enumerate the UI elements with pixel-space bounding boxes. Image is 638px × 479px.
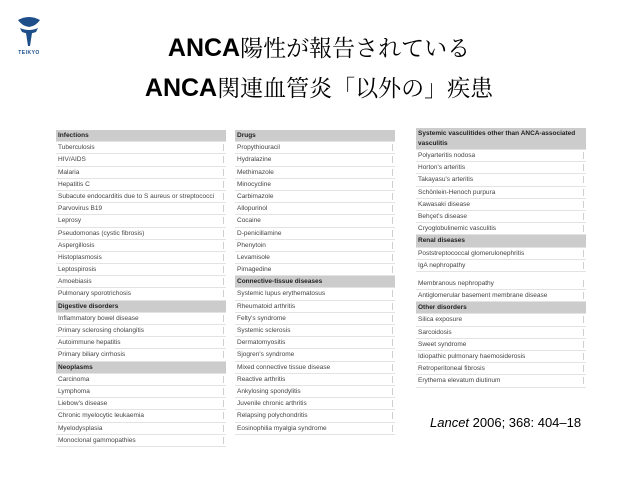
disease-column-2: [235, 130, 395, 435]
row-divider-mark: [583, 292, 584, 299]
table-row: [235, 349, 395, 361]
row-divider-mark: [223, 425, 224, 432]
disease-name: Monoclonal gammopathies: [58, 436, 136, 444]
disease-name: Primary biliary cirrhosis: [58, 351, 126, 359]
table-row: [56, 398, 226, 410]
section-header-label: Drugs: [237, 132, 256, 139]
table-row: [235, 240, 395, 252]
disease-name: Carbimazole: [237, 192, 274, 200]
table-row: [56, 313, 226, 325]
row-divider-mark: [392, 376, 393, 383]
table-section-header: [416, 128, 586, 150]
disease-name: Pimagedine: [237, 266, 272, 274]
table-row: [56, 325, 226, 337]
disease-name: Amoebiasis: [58, 278, 92, 286]
table-row: [235, 386, 395, 398]
logo-text: TEIKYO: [18, 50, 40, 56]
table-row: [56, 435, 226, 447]
table-row: [416, 199, 586, 211]
disease-name: Aspergillosis: [58, 241, 95, 249]
row-divider-mark: [392, 242, 393, 249]
row-divider-mark: [583, 250, 584, 257]
disease-name: Tuberculosis: [58, 144, 95, 152]
table-row: [56, 288, 226, 300]
row-divider-mark: [392, 364, 393, 371]
disease-name: Pulmonary sporotrichosis: [58, 290, 131, 298]
table-row: [56, 337, 226, 349]
disease-name: Leprosy: [58, 217, 82, 225]
row-divider-mark: [392, 339, 393, 346]
row-divider-mark: [583, 176, 584, 183]
disease-name: Minocycline: [237, 180, 271, 188]
section-header-label: Renal diseases: [418, 237, 465, 245]
table-row: [235, 362, 395, 374]
disease-name: Ankylosing spondylitis: [237, 387, 301, 395]
table-row: [235, 264, 395, 276]
row-divider-mark: [223, 388, 224, 395]
disease-name: Primary sclerosing cholangitis: [58, 327, 144, 334]
row-divider-mark: [583, 189, 584, 196]
disease-name: Hepatitis C: [58, 180, 90, 188]
row-divider-mark: [392, 181, 393, 188]
row-divider-mark: [223, 217, 224, 224]
table-row: [56, 264, 226, 276]
row-divider-mark: [223, 169, 224, 176]
table-row: [416, 375, 586, 387]
row-divider-mark: [583, 377, 584, 384]
disease-name: Retroperitoneal fibrosis: [418, 365, 485, 373]
table-row: [56, 240, 226, 252]
table-row: [56, 423, 226, 435]
row-divider-mark: [583, 329, 584, 336]
disease-name: Methimazole: [237, 168, 274, 176]
disease-name: Liebow's disease: [58, 400, 108, 408]
row-divider-mark: [583, 316, 584, 323]
disease-name: Propythiouracil: [237, 144, 280, 152]
table-row: [416, 363, 586, 375]
title-line1-strong: ANCA: [167, 34, 241, 62]
disease-name: Sjogren's syndrome: [237, 351, 295, 359]
row-divider-mark: [223, 266, 224, 273]
row-divider-mark: [223, 205, 224, 212]
disease-name: Schönlein-Henoch purpura: [418, 188, 496, 196]
row-divider-mark: [392, 254, 393, 261]
table-section-header: [416, 235, 586, 247]
table-row: [235, 398, 395, 410]
disease-name: Hydralazine: [237, 156, 272, 164]
row-divider-mark: [223, 156, 224, 163]
table-row: [235, 325, 395, 337]
table-row: [56, 167, 226, 179]
table-row: [416, 211, 586, 223]
section-header-label: Digestive disorders: [58, 302, 119, 310]
slide-title-line1: [0, 30, 638, 63]
row-divider-mark: [392, 315, 393, 322]
row-divider-mark: [223, 290, 224, 297]
row-divider-mark: [583, 353, 584, 360]
disease-name: Horton's arteritis: [418, 164, 466, 172]
table-row: [235, 301, 395, 313]
disease-name: Chronic myelocytic leukaemia: [58, 412, 144, 420]
row-divider-mark: [223, 181, 224, 188]
disease-name: Eosinophilia myalgia syndrome: [237, 424, 327, 432]
disease-name: Sarcoidosis: [418, 328, 452, 336]
row-divider-mark: [223, 376, 224, 383]
row-divider-mark: [392, 388, 393, 395]
disease-name: Behçet's disease: [418, 212, 467, 220]
title-line1-rest: 陽性が報告されている: [240, 36, 471, 62]
table-row: [416, 314, 586, 326]
disease-name: Allopurinol: [237, 205, 268, 213]
table-row: [235, 337, 395, 349]
row-divider-mark: [583, 280, 584, 287]
disease-name: Malaria: [58, 168, 80, 176]
disease-name: Antiglomerular basement membrane disease: [418, 292, 548, 300]
disease-name: Felty's syndrome: [237, 314, 286, 322]
row-divider-mark: [392, 425, 393, 432]
disease-name: Kawasaki disease: [418, 200, 471, 208]
table-row: [235, 228, 395, 240]
row-divider-mark: [392, 169, 393, 176]
disease-name: Autoimmune hepatitis: [58, 339, 121, 347]
disease-name: D-penicillamine: [237, 229, 282, 237]
table-row: [416, 351, 586, 363]
disease-name: Phenytoin: [237, 241, 266, 249]
table-row: [235, 154, 395, 166]
disease-name: Parvovirus B19: [58, 205, 103, 213]
row-divider-mark: [583, 365, 584, 372]
row-divider-mark: [223, 412, 224, 419]
row-divider-mark: [223, 351, 224, 358]
table-row: [235, 167, 395, 179]
disease-name: Rheumatoid arthritis: [237, 302, 296, 310]
disease-name: Subacute endocarditis due to S aureus or streptococci: [58, 192, 215, 200]
citation-journal: Lancet: [430, 415, 470, 430]
disease-name: Carcinoma: [58, 375, 90, 383]
row-divider-mark: [392, 303, 393, 310]
section-header-label: Connective-tissue diseases: [237, 278, 323, 286]
disease-name: Inflammatory bowel disease: [58, 314, 139, 322]
title-line2-strong: ANCA: [144, 74, 218, 102]
disease-name: Sweet syndrome: [418, 340, 467, 348]
table-row: [416, 248, 586, 260]
disease-name: Histoplasmosis: [58, 253, 102, 261]
row-divider-mark: [223, 400, 224, 407]
disease-name: Cryoglobulinemic vasculitis: [418, 225, 497, 233]
table-row: [56, 276, 226, 288]
title-line2-rest: 関連血管炎「以外の」疾患: [217, 76, 494, 102]
row-divider-mark: [392, 230, 393, 237]
table-row: [56, 386, 226, 398]
table-section-header: [416, 302, 586, 314]
table-row: [56, 349, 226, 361]
disease-name: Idiopathic pulmonary haemosiderosis: [418, 353, 526, 360]
row-divider-mark: [392, 327, 393, 334]
table-row: [416, 150, 586, 162]
row-divider-mark: [392, 290, 393, 297]
disease-name: Cocaine: [237, 217, 261, 225]
row-divider-mark: [392, 217, 393, 224]
disease-name: Mixed connective tissue disease: [237, 363, 331, 371]
table-section-header: [235, 130, 395, 142]
table-row: [416, 223, 586, 235]
disease-column-3: [416, 128, 586, 388]
row-divider-mark: [392, 193, 393, 200]
disease-name: Systemic sclerosis: [237, 327, 291, 334]
row-divider-mark: [223, 315, 224, 322]
disease-name: Pseudomonas (cystic fibrosis): [58, 229, 145, 237]
section-header-label: Infections: [58, 132, 89, 139]
row-divider-mark: [583, 201, 584, 208]
row-divider-mark: [583, 341, 584, 348]
table-row: [235, 374, 395, 386]
table-section-header: [56, 301, 226, 313]
table-section-header: [56, 362, 226, 374]
table-row: [56, 203, 226, 215]
table-row: [235, 215, 395, 227]
row-divider-mark: [392, 156, 393, 163]
section-header-label: Systemic vasculitides other than ANCA-associated vasculitis: [418, 130, 576, 147]
row-divider-mark: [583, 164, 584, 171]
row-divider-mark: [583, 152, 584, 159]
row-divider-mark: [223, 339, 224, 346]
table-row: [416, 278, 586, 290]
row-divider-mark: [392, 412, 393, 419]
table-row: [56, 252, 226, 264]
table-row: [416, 174, 586, 186]
table-section-header: [56, 130, 226, 142]
disease-name: Poststreptococcal glomerulonephritis: [418, 249, 525, 257]
table-row: [56, 410, 226, 422]
table-row: [416, 290, 586, 302]
row-divider-mark: [223, 327, 224, 334]
row-divider-mark: [223, 193, 224, 200]
table-row: [235, 313, 395, 325]
disease-name: Juvenile chronic arthritis: [237, 400, 307, 408]
citation: [430, 415, 581, 430]
disease-name: HIV/AIDS: [58, 156, 86, 164]
section-header-label: Neoplasms: [58, 363, 93, 371]
row-divider-mark: [392, 351, 393, 358]
disease-name: Leptospirosis: [58, 266, 97, 274]
row-divider-mark: [223, 254, 224, 261]
table-row: [56, 374, 226, 386]
table-row: [56, 142, 226, 154]
disease-name: Takayasu's arteritis: [418, 176, 474, 184]
disease-name: Silica exposure: [418, 316, 463, 324]
section-header-label: Other disorders: [418, 304, 467, 312]
table-row: [56, 154, 226, 166]
slide-title-line2: [0, 70, 638, 103]
row-divider-mark: [392, 144, 393, 151]
disease-name: Dermatomyositis: [237, 339, 286, 347]
citation-details: 2006; 368: 404–18: [469, 415, 582, 430]
table-row: [56, 191, 226, 203]
table-row: [235, 423, 395, 435]
table-row: [416, 327, 586, 339]
table-row: [416, 187, 586, 199]
row-divider-mark: [223, 230, 224, 237]
table-row: [235, 288, 395, 300]
disease-name: Lymphoma: [58, 387, 90, 395]
row-divider-mark: [223, 242, 224, 249]
table-row: [235, 410, 395, 422]
disease-name: Relapsing polychondritis: [237, 412, 308, 420]
row-divider-mark: [223, 144, 224, 151]
table-row: [235, 142, 395, 154]
disease-name: Reactive arthritis: [237, 375, 286, 383]
disease-name: Membranous nephropathy: [418, 279, 494, 287]
disease-name: IgA nephropathy: [418, 261, 466, 269]
table-row: [235, 191, 395, 203]
row-divider-mark: [583, 225, 584, 232]
row-divider-mark: [583, 213, 584, 220]
disease-name: Systemic lupus erythematosus: [237, 290, 326, 298]
table-row: [416, 339, 586, 351]
table-row: [56, 215, 226, 227]
row-divider-mark: [392, 400, 393, 407]
row-divider-mark: [583, 262, 584, 269]
row-divider-mark: [392, 205, 393, 212]
table-section-header: [235, 276, 395, 288]
row-divider-mark: [223, 437, 224, 444]
table-row: [56, 228, 226, 240]
table-row: [56, 179, 226, 191]
disease-name: Erythema elevatum diutinum: [418, 377, 501, 385]
table-row: [235, 252, 395, 264]
disease-name: Polyarteritis nodosa: [418, 152, 476, 159]
disease-name: Myelodysplasia: [58, 424, 103, 432]
row-divider-mark: [223, 278, 224, 285]
disease-column-1: [56, 130, 226, 447]
disease-name: Levamisole: [237, 253, 270, 261]
table-row: [416, 162, 586, 174]
row-divider-mark: [392, 266, 393, 273]
table-row: [235, 203, 395, 215]
table-row: [416, 260, 586, 272]
table-row: [235, 179, 395, 191]
